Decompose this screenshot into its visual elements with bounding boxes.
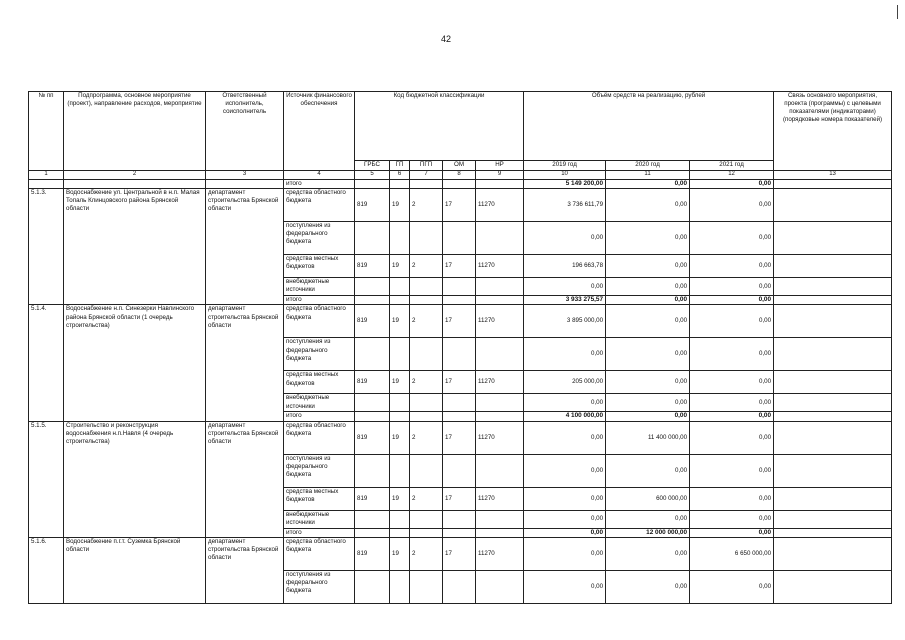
amount-2020: 0,00: [606, 278, 690, 296]
code-gp: [390, 278, 410, 296]
page-number: 42: [441, 34, 452, 44]
source-regional: средства областного бюджета: [284, 189, 355, 222]
header-program: Подпрограмма, основное мероприятие (проект), направление расходов, мероприятие: [64, 92, 206, 171]
amount-2021: 0,00: [690, 338, 774, 371]
row-number: 5.1.4.: [29, 305, 64, 421]
amount-2020: 0,00: [606, 255, 690, 278]
amount-2021: 0,00: [690, 528, 774, 537]
code-nr: 11270: [476, 421, 524, 454]
code-grbs: [355, 510, 390, 528]
header-grbs: ГРБС: [355, 161, 390, 171]
code-pgp: [410, 222, 443, 255]
header-num: № пп: [29, 92, 64, 171]
code-om: [443, 571, 476, 604]
amount-2021: 0,00: [690, 189, 774, 222]
row-number: 5.1.3.: [29, 189, 64, 305]
code-gp: 19: [390, 421, 410, 454]
header-gp: ГП: [390, 161, 410, 171]
measure-name: Строительство и реконструкция водоснабжения н.п.Навля (4 очередь строительства): [64, 421, 206, 537]
amount-2019: 0,00: [524, 538, 606, 571]
amount-2021: 0,00: [690, 412, 774, 421]
source-extra: внебюджетные источники: [284, 278, 355, 296]
code-gp: 19: [390, 487, 410, 510]
total-2020: 0,00: [606, 179, 690, 188]
code-gp: 19: [390, 189, 410, 222]
code-nr: [476, 338, 524, 371]
code-grbs: [355, 528, 390, 537]
amount-2019: 4 100 000,00: [524, 412, 606, 421]
amount-2020: 0,00: [606, 454, 690, 487]
code-pgp: 2: [410, 189, 443, 222]
amount-2021: 0,00: [690, 510, 774, 528]
code-om: 17: [443, 189, 476, 222]
code-nr: 11270: [476, 487, 524, 510]
amount-2021: 0,00: [690, 305, 774, 338]
code-om: 17: [443, 255, 476, 278]
amount-2020: 600 000,00: [606, 487, 690, 510]
code-gp: [390, 222, 410, 255]
source-local: средства местных бюджетов: [284, 371, 355, 394]
indicator-link: [774, 222, 892, 255]
indicator-link: [774, 571, 892, 604]
executor: департамент строительства Брянской области: [206, 189, 284, 305]
code-gp: [390, 528, 410, 537]
indicator-link: [774, 412, 892, 421]
code-nr: 11270: [476, 305, 524, 338]
page-edge-mark: [897, 5, 898, 19]
table-row: [29, 189, 892, 222]
table-row: [29, 305, 892, 338]
total-2021: 0,00: [690, 179, 774, 188]
source-local: средства местных бюджетов: [284, 255, 355, 278]
amount-2021: 6 650 000,00: [690, 538, 774, 571]
code-gp: [390, 454, 410, 487]
source-federal: поступления из федерального бюджета: [284, 338, 355, 371]
amount-2019: 0,00: [524, 278, 606, 296]
code-pgp: 2: [410, 371, 443, 394]
amount-2020: 0,00: [606, 571, 690, 604]
header-source: Источник финансового обеспечения: [284, 92, 355, 171]
code-gp: [390, 296, 410, 305]
indicator-link: [774, 371, 892, 394]
col-number: 8: [443, 171, 476, 180]
code-grbs: [355, 571, 390, 604]
indicator-link: [774, 394, 892, 412]
header-executor: Ответственный исполнитель, соисполнитель: [206, 92, 284, 171]
amount-2019: 0,00: [524, 222, 606, 255]
code-pgp: 2: [410, 421, 443, 454]
source-extra: внебюджетные источники: [284, 394, 355, 412]
col-number: 11: [606, 171, 690, 180]
measure-name: Водоснабжение н.п. Синезерки Навлинского района Брянской области (1 очередь строительства): [64, 305, 206, 421]
code-nr: [476, 222, 524, 255]
table-row: [29, 421, 892, 454]
code-pgp: [410, 571, 443, 604]
amount-2021: 0,00: [690, 255, 774, 278]
row-number: 5.1.5.: [29, 421, 64, 537]
code-pgp: [410, 394, 443, 412]
indicator-link: [774, 305, 892, 338]
indicator-link: [774, 487, 892, 510]
code-om: [443, 222, 476, 255]
amount-2020: 0,00: [606, 394, 690, 412]
code-pgp: 2: [410, 305, 443, 338]
source-total: итого: [284, 179, 355, 188]
col-number: 9: [476, 171, 524, 180]
header-om: ОМ: [443, 161, 476, 171]
executor: департамент строительства Брянской области: [206, 421, 284, 537]
code-om: 17: [443, 421, 476, 454]
amount-2019: 0,00: [524, 454, 606, 487]
code-grbs: [355, 296, 390, 305]
table-row: [29, 179, 892, 188]
table-row: [29, 538, 892, 571]
code-om: [443, 338, 476, 371]
row-number: 5.1.6.: [29, 538, 64, 604]
code-nr: 11270: [476, 371, 524, 394]
col-number: 1: [29, 171, 64, 180]
header-volume: Объём средств на реализацию, рублей: [524, 92, 774, 161]
code-grbs: 819: [355, 487, 390, 510]
code-gp: [390, 510, 410, 528]
code-om: [443, 510, 476, 528]
amount-2021: 0,00: [690, 487, 774, 510]
header-2021: 2021 год: [690, 161, 774, 171]
amount-2019: 205 000,00: [524, 371, 606, 394]
col-number: 13: [774, 171, 892, 180]
code-grbs: 819: [355, 189, 390, 222]
header-budget-code: Код бюджетной классификации: [355, 92, 524, 161]
code-grbs: [355, 394, 390, 412]
source-local: средства местных бюджетов: [284, 487, 355, 510]
header-link: Связь основного мероприятия, проекта (программы) с целевыми показателями (индикаторами) (порядковые номера показателей): [774, 92, 892, 171]
amount-2021: 0,00: [690, 222, 774, 255]
indicator-link: [774, 255, 892, 278]
code-pgp: [410, 278, 443, 296]
amount-2019: 3 736 611,79: [524, 189, 606, 222]
amount-2021: 0,00: [690, 278, 774, 296]
code-nr: 11270: [476, 189, 524, 222]
code-gp: 19: [390, 305, 410, 338]
code-grbs: [355, 278, 390, 296]
code-om: [443, 278, 476, 296]
amount-2020: 0,00: [606, 305, 690, 338]
code-om: [443, 296, 476, 305]
code-gp: 19: [390, 538, 410, 571]
source-regional: средства областного бюджета: [284, 305, 355, 338]
code-om: [443, 412, 476, 421]
amount-2021: 0,00: [690, 454, 774, 487]
code-pgp: [410, 528, 443, 537]
code-pgp: [410, 338, 443, 371]
amount-2020: 12 000 000,00: [606, 528, 690, 537]
source-extra: внебюджетные источники: [284, 510, 355, 528]
col-number: 5: [355, 171, 390, 180]
code-nr: [476, 412, 524, 421]
budget-table: [28, 91, 892, 604]
col-number: 10: [524, 171, 606, 180]
measure-name: Водоснабжение п.г.т. Суземка Брянской области: [64, 538, 206, 604]
code-om: 17: [443, 487, 476, 510]
code-nr: [476, 394, 524, 412]
amount-2019: 3 895 000,00: [524, 305, 606, 338]
col-number: 2: [64, 171, 206, 180]
indicator-link: [774, 538, 892, 571]
code-pgp: [410, 454, 443, 487]
code-grbs: 819: [355, 255, 390, 278]
col-number: 4: [284, 171, 355, 180]
code-om: [443, 394, 476, 412]
code-gp: [390, 571, 410, 604]
amount-2020: 0,00: [606, 412, 690, 421]
amount-2021: 0,00: [690, 421, 774, 454]
amount-2020: 11 400 000,00: [606, 421, 690, 454]
source-regional: средства областного бюджета: [284, 538, 355, 571]
header-2020: 2020 год: [606, 161, 690, 171]
source-total: итого: [284, 528, 355, 537]
amount-2021: 0,00: [690, 371, 774, 394]
amount-2019: 196 663,78: [524, 255, 606, 278]
code-gp: [390, 412, 410, 421]
code-pgp: [410, 296, 443, 305]
indicator-link: [774, 454, 892, 487]
indicator-link: [774, 338, 892, 371]
amount-2019: 0,00: [524, 571, 606, 604]
amount-2021: 0,00: [690, 296, 774, 305]
code-nr: 11270: [476, 538, 524, 571]
amount-2020: 0,00: [606, 338, 690, 371]
amount-2019: 0,00: [524, 421, 606, 454]
measure-name: Водоснабжение ул. Центральной в н.п. Малая Топаль Клинцовского района Брянской области: [64, 189, 206, 305]
code-pgp: 2: [410, 255, 443, 278]
code-pgp: 2: [410, 487, 443, 510]
code-grbs: 819: [355, 371, 390, 394]
code-gp: 19: [390, 255, 410, 278]
amount-2019: 0,00: [524, 528, 606, 537]
header-pgp: ПГП: [410, 161, 443, 171]
amount-2020: 0,00: [606, 296, 690, 305]
code-nr: [476, 510, 524, 528]
code-pgp: [410, 510, 443, 528]
amount-2021: 0,00: [690, 571, 774, 604]
code-pgp: 2: [410, 538, 443, 571]
executor: департамент строительства Брянской области: [206, 305, 284, 421]
code-gp: [390, 394, 410, 412]
amount-2019: 0,00: [524, 510, 606, 528]
amount-2020: 0,00: [606, 189, 690, 222]
code-pgp: [410, 412, 443, 421]
code-om: 17: [443, 538, 476, 571]
code-gp: 19: [390, 371, 410, 394]
code-om: 17: [443, 371, 476, 394]
header-nr: НР: [476, 161, 524, 171]
amount-2019: 0,00: [524, 338, 606, 371]
code-grbs: [355, 454, 390, 487]
indicator-link: [774, 278, 892, 296]
col-number: 12: [690, 171, 774, 180]
source-federal: поступления из федерального бюджета: [284, 222, 355, 255]
source-regional: средства областного бюджета: [284, 421, 355, 454]
source-total: итого: [284, 296, 355, 305]
code-grbs: [355, 338, 390, 371]
code-grbs: [355, 222, 390, 255]
col-number: 7: [410, 171, 443, 180]
amount-2020: 0,00: [606, 538, 690, 571]
code-grbs: 819: [355, 538, 390, 571]
header-2019: 2019 год: [524, 161, 606, 171]
indicator-link: [774, 510, 892, 528]
amount-2019: 3 933 275,57: [524, 296, 606, 305]
code-nr: [476, 454, 524, 487]
code-om: [443, 454, 476, 487]
code-nr: 11270: [476, 255, 524, 278]
code-om: 17: [443, 305, 476, 338]
code-nr: [476, 278, 524, 296]
code-grbs: [355, 412, 390, 421]
amount-2020: 0,00: [606, 222, 690, 255]
indicator-link: [774, 528, 892, 537]
code-nr: [476, 571, 524, 604]
source-federal: поступления из федерального бюджета: [284, 454, 355, 487]
amount-2021: 0,00: [690, 394, 774, 412]
indicator-link: [774, 421, 892, 454]
amount-2020: 0,00: [606, 510, 690, 528]
code-nr: [476, 528, 524, 537]
amount-2019: 0,00: [524, 394, 606, 412]
source-federal: поступления из федерального бюджета: [284, 571, 355, 604]
source-total: итого: [284, 412, 355, 421]
indicator-link: [774, 189, 892, 222]
code-nr: [476, 296, 524, 305]
code-om: [443, 528, 476, 537]
col-number: 3: [206, 171, 284, 180]
executor: департамент строительства Брянской области: [206, 538, 284, 604]
amount-2019: 0,00: [524, 487, 606, 510]
total-2019: 5 149 200,00: [524, 179, 606, 188]
code-grbs: 819: [355, 305, 390, 338]
code-gp: [390, 338, 410, 371]
indicator-link: [774, 296, 892, 305]
col-number: 6: [390, 171, 410, 180]
code-grbs: 819: [355, 421, 390, 454]
amount-2020: 0,00: [606, 371, 690, 394]
